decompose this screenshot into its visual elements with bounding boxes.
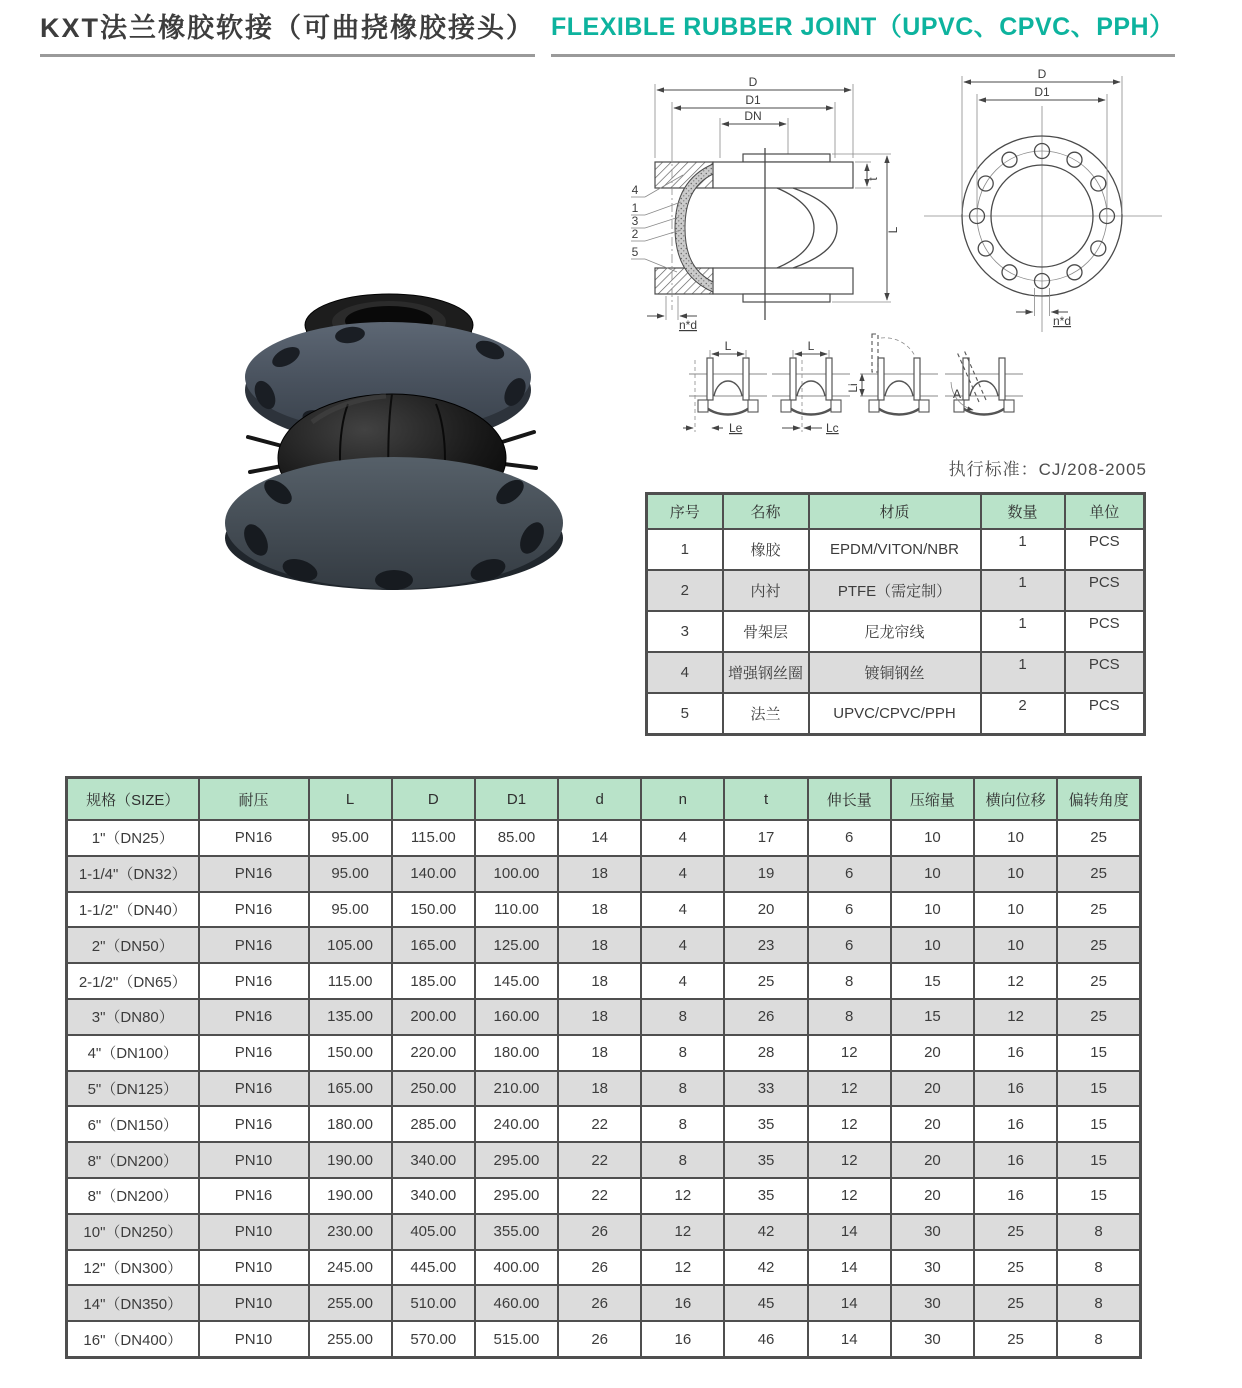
table-cell: PN16 — [199, 856, 309, 892]
table-cell: 4 — [641, 820, 724, 856]
table-cell: 1 — [981, 611, 1065, 652]
table-cell: 16 — [974, 1035, 1057, 1071]
column-header: 序号 — [647, 494, 723, 530]
table-cell: 110.00 — [475, 892, 558, 928]
table-cell: 25 — [724, 963, 807, 999]
table-cell: 22 — [558, 1178, 641, 1214]
table-cell: 10"（DN250） — [67, 1214, 199, 1250]
table-cell: 150.00 — [309, 1035, 392, 1071]
technical-drawings — [610, 64, 1176, 464]
table-cell: 4 — [641, 963, 724, 999]
table-cell: 骨架层 — [723, 611, 809, 652]
table-cell: 165.00 — [392, 927, 475, 963]
table-cell: 115.00 — [309, 963, 392, 999]
callout-2: 2 — [631, 227, 639, 241]
table-cell: 26 — [724, 999, 807, 1035]
table-cell: PTFE（需定制） — [809, 570, 981, 611]
spec-table-row — [67, 963, 1141, 999]
table-cell: 200.00 — [392, 999, 475, 1035]
table-cell: 160.00 — [475, 999, 558, 1035]
table-cell: 355.00 — [475, 1214, 558, 1250]
dim-label-d1: D1 — [745, 93, 761, 107]
table-cell: 150.00 — [392, 892, 475, 928]
table-cell: 25 — [1057, 820, 1140, 856]
table-cell: 255.00 — [309, 1285, 392, 1321]
parts-table-row — [647, 652, 1145, 693]
table-cell: 14 — [808, 1285, 891, 1321]
table-cell: 30 — [891, 1250, 974, 1286]
table-cell: 8 — [641, 1071, 724, 1107]
table-cell: 10 — [891, 820, 974, 856]
table-cell: 20 — [891, 1071, 974, 1107]
table-cell: 35 — [724, 1142, 807, 1178]
column-header: 单位 — [1065, 494, 1145, 530]
table-cell: 95.00 — [309, 892, 392, 928]
table-cell: 14 — [558, 820, 641, 856]
parts-table-row — [647, 529, 1145, 570]
table-cell: 295.00 — [475, 1178, 558, 1214]
table-cell: 10 — [891, 856, 974, 892]
table-cell: 18 — [558, 856, 641, 892]
table-cell: EPDM/VITON/NBR — [809, 529, 981, 570]
table-cell: 26 — [558, 1214, 641, 1250]
callout-4: 4 — [631, 183, 639, 197]
front-view-drawing — [924, 67, 1162, 332]
table-cell: 515.00 — [475, 1321, 558, 1357]
table-cell: 295.00 — [475, 1142, 558, 1178]
table-cell: 15 — [1057, 1035, 1140, 1071]
table-cell: 8"（DN200） — [67, 1142, 199, 1178]
table-cell: 190.00 — [309, 1142, 392, 1178]
table-cell: UPVC/CPVC/PPH — [809, 693, 981, 735]
table-cell: 405.00 — [392, 1214, 475, 1250]
column-header: n — [641, 778, 724, 821]
table-cell: PN16 — [199, 963, 309, 999]
table-cell: 16 — [974, 1178, 1057, 1214]
table-cell: PCS — [1065, 652, 1145, 693]
table-cell: 12 — [808, 1035, 891, 1071]
table-cell: 17 — [724, 820, 807, 856]
mini2-dim-l: L — [807, 339, 815, 353]
table-cell: 28 — [724, 1035, 807, 1071]
table-cell: 5 — [647, 693, 723, 735]
table-cell: 25 — [974, 1285, 1057, 1321]
product-photo — [190, 280, 592, 592]
spec-table — [65, 776, 1142, 1359]
parts-table-row — [647, 611, 1145, 652]
column-header: D1 — [475, 778, 558, 821]
dim-label-l: L — [886, 226, 900, 234]
table-cell: 245.00 — [309, 1250, 392, 1286]
table-cell: 445.00 — [392, 1250, 475, 1286]
table-cell: 15 — [1057, 1106, 1140, 1142]
table-cell: 18 — [558, 927, 641, 963]
dim-label-t: t — [866, 177, 880, 181]
table-cell: 10 — [891, 927, 974, 963]
table-cell: 185.00 — [392, 963, 475, 999]
spec-table-row — [67, 892, 1141, 928]
table-cell: 14 — [808, 1214, 891, 1250]
table-cell: PN10 — [199, 1285, 309, 1321]
table-cell: 16 — [974, 1071, 1057, 1107]
table-cell: 1"（DN25） — [67, 820, 199, 856]
mini3-dim-li: Li — [846, 383, 860, 393]
table-cell: 30 — [891, 1321, 974, 1357]
table-cell: 12 — [808, 1142, 891, 1178]
table-cell: PCS — [1065, 693, 1145, 735]
table-cell: 26 — [558, 1250, 641, 1286]
table-cell: 33 — [724, 1071, 807, 1107]
table-cell: 25 — [1057, 856, 1140, 892]
table-cell: 8 — [808, 963, 891, 999]
table-cell: PCS — [1065, 529, 1145, 570]
table-cell: 20 — [891, 1035, 974, 1071]
table-cell: 10 — [974, 927, 1057, 963]
column-header: 材质 — [809, 494, 981, 530]
table-cell: 25 — [1057, 927, 1140, 963]
table-cell: 12 — [641, 1214, 724, 1250]
column-header: 耐压 — [199, 778, 309, 821]
table-cell: 8 — [641, 1106, 724, 1142]
table-cell: 140.00 — [392, 856, 475, 892]
table-cell: 35 — [724, 1178, 807, 1214]
table-cell: PN16 — [199, 892, 309, 928]
table-cell: 12 — [974, 999, 1057, 1035]
table-cell: 220.00 — [392, 1035, 475, 1071]
table-cell: 15 — [1057, 1178, 1140, 1214]
spec-table-row — [67, 1106, 1141, 1142]
table-cell: 16 — [641, 1321, 724, 1357]
table-cell: 4 — [641, 856, 724, 892]
table-cell: 570.00 — [392, 1321, 475, 1357]
table-cell: 95.00 — [309, 856, 392, 892]
spec-table-row — [67, 1071, 1141, 1107]
table-cell: 6 — [808, 820, 891, 856]
table-cell: PN16 — [199, 1178, 309, 1214]
spec-table-row — [67, 1214, 1141, 1250]
table-cell: 250.00 — [392, 1071, 475, 1107]
parts-table — [645, 492, 1146, 736]
table-cell: 25 — [1057, 999, 1140, 1035]
table-cell: 3"（DN80） — [67, 999, 199, 1035]
table-cell: 135.00 — [309, 999, 392, 1035]
table-cell: 1 — [981, 570, 1065, 611]
table-cell: 增强钢丝圈 — [723, 652, 809, 693]
table-cell: 42 — [724, 1214, 807, 1250]
callout-3: 3 — [631, 214, 639, 228]
column-header: t — [724, 778, 807, 821]
table-cell: 4 — [641, 892, 724, 928]
column-header: L — [309, 778, 392, 821]
spec-table-row — [67, 1178, 1141, 1214]
table-cell: 12 — [641, 1250, 724, 1286]
callout-5: 5 — [631, 245, 639, 259]
table-cell: 8 — [808, 999, 891, 1035]
table-cell: 340.00 — [392, 1142, 475, 1178]
table-cell: 18 — [558, 963, 641, 999]
table-cell: 18 — [558, 1035, 641, 1071]
spec-table-row — [67, 927, 1141, 963]
table-cell: 2 — [647, 570, 723, 611]
table-cell: 10 — [974, 820, 1057, 856]
table-cell: 460.00 — [475, 1285, 558, 1321]
table-cell: 85.00 — [475, 820, 558, 856]
title-chinese: KXT法兰橡胶软接（可曲挠橡胶接头） — [40, 6, 535, 57]
table-cell: 10 — [891, 892, 974, 928]
spec-table-header-row — [67, 778, 1141, 821]
table-cell: 35 — [724, 1106, 807, 1142]
standard-note: 执行标准：CJ/208-2005 — [948, 460, 1147, 479]
table-cell: 15 — [1057, 1142, 1140, 1178]
table-cell: 95.00 — [309, 820, 392, 856]
table-cell: 285.00 — [392, 1106, 475, 1142]
table-cell: 2"（DN50） — [67, 927, 199, 963]
table-cell: 10 — [974, 856, 1057, 892]
table-cell: 190.00 — [309, 1178, 392, 1214]
spec-table-row — [67, 1321, 1141, 1357]
table-cell: 18 — [558, 1071, 641, 1107]
table-cell: 镀铜钢丝 — [809, 652, 981, 693]
table-cell: 16"（DN400） — [67, 1321, 199, 1357]
table-cell: 100.00 — [475, 856, 558, 892]
table-cell: 125.00 — [475, 927, 558, 963]
mini-diagram-angular — [945, 350, 1023, 415]
page-title — [40, 6, 1175, 57]
table-cell: 25 — [974, 1214, 1057, 1250]
table-cell: 内衬 — [723, 570, 809, 611]
table-cell: 25 — [974, 1250, 1057, 1286]
table-cell: 240.00 — [475, 1106, 558, 1142]
table-cell: 145.00 — [475, 963, 558, 999]
dim-label-dn: DN — [744, 109, 762, 123]
table-cell: 26 — [558, 1285, 641, 1321]
table-cell: 18 — [558, 892, 641, 928]
front-dim-d1: D1 — [1034, 85, 1050, 99]
table-cell: 12"（DN300） — [67, 1250, 199, 1286]
table-cell: 12 — [808, 1106, 891, 1142]
table-cell: 30 — [891, 1285, 974, 1321]
table-cell: 45 — [724, 1285, 807, 1321]
spec-table-row — [67, 1035, 1141, 1071]
table-cell: PN10 — [199, 1250, 309, 1286]
table-cell: 橡胶 — [723, 529, 809, 570]
table-cell: 8 — [641, 999, 724, 1035]
column-header: 伸长量 — [808, 778, 891, 821]
table-cell: 3 — [647, 611, 723, 652]
mini1-dim-le: Le — [729, 421, 743, 435]
table-cell: 22 — [558, 1106, 641, 1142]
table-cell: 6"（DN150） — [67, 1106, 199, 1142]
spec-table-row — [67, 999, 1141, 1035]
table-cell: 115.00 — [392, 820, 475, 856]
table-cell: 2-1/2"（DN65） — [67, 963, 199, 999]
cross-section-drawing — [631, 75, 900, 332]
spec-table-row — [67, 1250, 1141, 1286]
spec-table-row — [67, 1285, 1141, 1321]
table-cell: 12 — [641, 1178, 724, 1214]
mini4-angle: A — [953, 387, 962, 401]
table-cell: 4 — [647, 652, 723, 693]
table-cell: PN16 — [199, 1035, 309, 1071]
table-cell: 20 — [891, 1106, 974, 1142]
table-cell: PCS — [1065, 570, 1145, 611]
table-cell: 法兰 — [723, 693, 809, 735]
column-header: 偏转角度 — [1057, 778, 1140, 821]
table-cell: 1 — [647, 529, 723, 570]
table-cell: 8 — [641, 1142, 724, 1178]
table-cell: 1 — [981, 652, 1065, 693]
table-cell: 25 — [1057, 963, 1140, 999]
table-cell: 510.00 — [392, 1285, 475, 1321]
column-header: 数量 — [981, 494, 1065, 530]
table-cell: 400.00 — [475, 1250, 558, 1286]
table-cell: PCS — [1065, 611, 1145, 652]
column-header: 压缩量 — [891, 778, 974, 821]
dim-label-d: D — [748, 75, 758, 89]
column-header: 横向位移 — [974, 778, 1057, 821]
table-cell: 4 — [641, 927, 724, 963]
table-cell: PN16 — [199, 1106, 309, 1142]
table-cell: 22 — [558, 1142, 641, 1178]
column-header: D — [392, 778, 475, 821]
table-cell: 16 — [974, 1106, 1057, 1142]
table-cell: PN10 — [199, 1142, 309, 1178]
spec-table-row — [67, 1142, 1141, 1178]
table-cell: 210.00 — [475, 1071, 558, 1107]
table-cell: 105.00 — [309, 927, 392, 963]
table-cell: 255.00 — [309, 1321, 392, 1357]
table-cell: 30 — [891, 1214, 974, 1250]
mini1-dim-l: L — [724, 339, 732, 353]
table-cell: 25 — [974, 1321, 1057, 1357]
table-cell: 8 — [1057, 1285, 1140, 1321]
callout-1: 1 — [631, 201, 639, 215]
table-cell: 14"（DN350） — [67, 1285, 199, 1321]
table-cell: 8 — [1057, 1321, 1140, 1357]
front-dim-nd: n*d — [1052, 314, 1072, 328]
mini2-dim-lc: Lc — [826, 421, 839, 435]
table-cell: 180.00 — [475, 1035, 558, 1071]
spec-table-row — [67, 856, 1141, 892]
table-cell: 8"（DN200） — [67, 1178, 199, 1214]
table-cell: 12 — [808, 1071, 891, 1107]
table-cell: PN16 — [199, 999, 309, 1035]
table-cell: 2 — [981, 693, 1065, 735]
table-cell: 6 — [808, 856, 891, 892]
table-cell: 230.00 — [309, 1214, 392, 1250]
table-cell: 20 — [724, 892, 807, 928]
table-cell: 1 — [981, 529, 1065, 570]
table-cell: 5"（DN125） — [67, 1071, 199, 1107]
table-cell: 19 — [724, 856, 807, 892]
mini-diagram-neutral — [683, 339, 767, 435]
parts-table-row — [647, 693, 1145, 735]
table-cell: 尼龙帘线 — [809, 611, 981, 652]
table-cell: 1-1/4"（DN32） — [67, 856, 199, 892]
table-cell: 18 — [558, 999, 641, 1035]
table-cell: 340.00 — [392, 1178, 475, 1214]
table-cell: 12 — [974, 963, 1057, 999]
table-cell: 16 — [641, 1285, 724, 1321]
table-cell: 46 — [724, 1321, 807, 1357]
table-cell: 16 — [974, 1142, 1057, 1178]
title-english: FLEXIBLE RUBBER JOINT（UPVC、CPVC、PPH） — [551, 7, 1175, 57]
table-cell: 25 — [1057, 892, 1140, 928]
parts-table-header-row — [647, 494, 1145, 530]
table-cell: 14 — [808, 1321, 891, 1357]
table-cell: 26 — [558, 1321, 641, 1357]
table-cell: 12 — [808, 1178, 891, 1214]
table-cell: 23 — [724, 927, 807, 963]
table-cell: 15 — [891, 963, 974, 999]
table-cell: 42 — [724, 1250, 807, 1286]
table-cell: PN16 — [199, 927, 309, 963]
front-dim-d: D — [1037, 67, 1047, 81]
table-cell: 20 — [891, 1178, 974, 1214]
table-cell: 15 — [1057, 1071, 1140, 1107]
table-cell: 15 — [891, 999, 974, 1035]
mini-diagram-lateral — [846, 334, 938, 415]
table-cell: 8 — [1057, 1250, 1140, 1286]
table-cell: PN10 — [199, 1321, 309, 1357]
spec-table-row — [67, 820, 1141, 856]
table-cell: 180.00 — [309, 1106, 392, 1142]
table-cell: 14 — [808, 1250, 891, 1286]
table-cell: 6 — [808, 927, 891, 963]
table-cell: PN16 — [199, 820, 309, 856]
column-header: d — [558, 778, 641, 821]
table-cell: PN16 — [199, 1071, 309, 1107]
joint-bottom-flange — [225, 457, 563, 590]
table-cell: 4"（DN100） — [67, 1035, 199, 1071]
mini-diagram-compressed — [772, 339, 850, 435]
table-cell: 1-1/2"（DN40） — [67, 892, 199, 928]
parts-table-row — [647, 570, 1145, 611]
table-cell: 8 — [1057, 1214, 1140, 1250]
table-cell: 20 — [891, 1142, 974, 1178]
table-cell: 10 — [974, 892, 1057, 928]
column-header: 规格（SIZE） — [67, 778, 199, 821]
table-cell: PN10 — [199, 1214, 309, 1250]
dim-label-nd: n*d — [678, 318, 698, 332]
column-header: 名称 — [723, 494, 809, 530]
table-cell: 6 — [808, 892, 891, 928]
table-cell: 165.00 — [309, 1071, 392, 1107]
table-cell: 8 — [641, 1035, 724, 1071]
